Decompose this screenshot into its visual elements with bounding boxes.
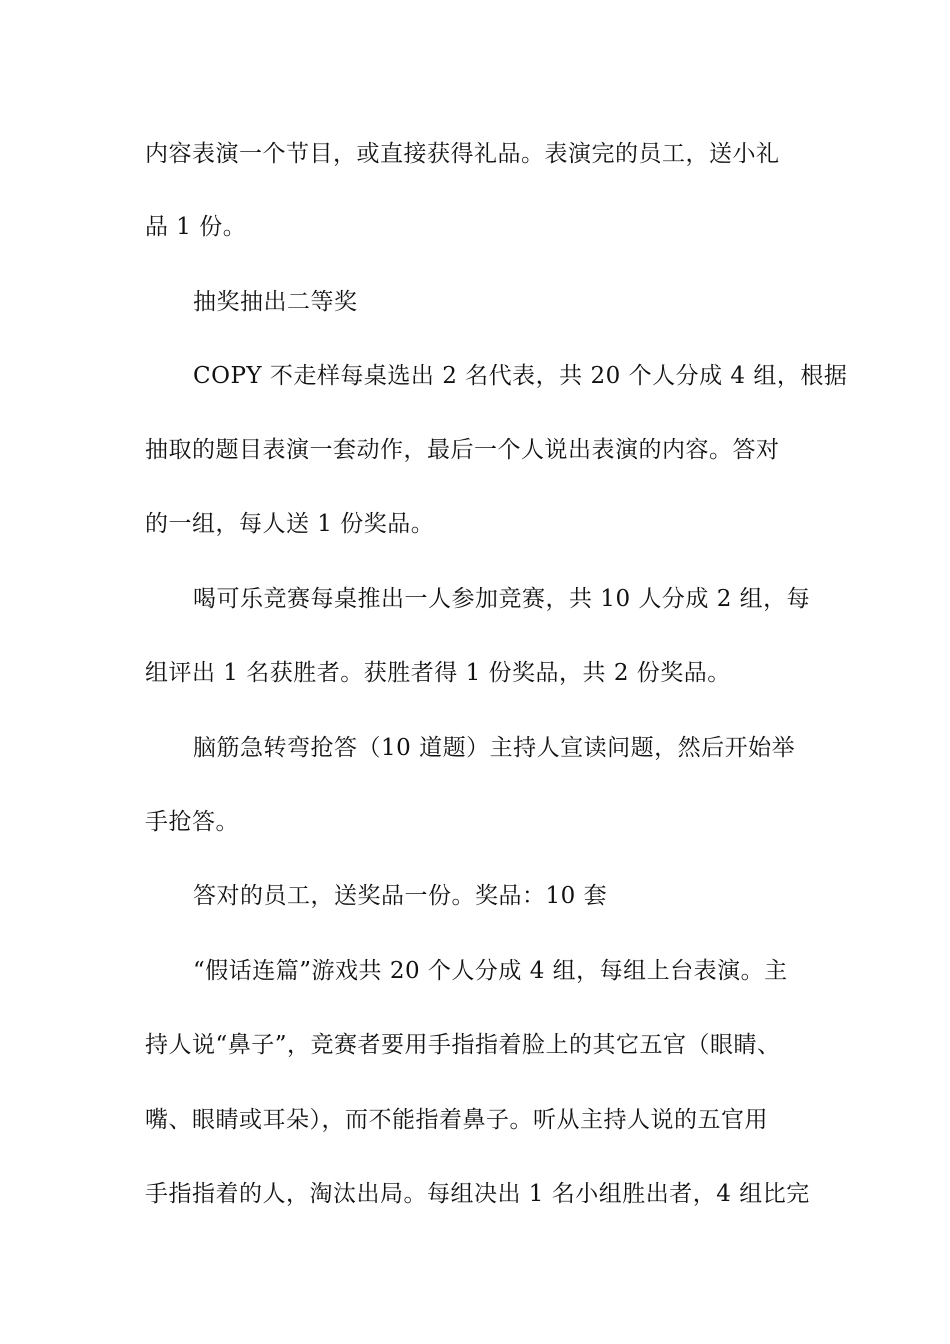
- paragraph-line: 内容表演一个节目，或直接获得礼品。表演完的员工，送小礼: [145, 141, 780, 167]
- paragraph-line: 手指指着的人，淘汰出局。每组决出 1 名小组胜出者，4 组比完: [145, 1181, 810, 1207]
- paragraph-line: 嘴、眼睛或耳朵），而不能指着鼻子。听从主持人说的五官用: [145, 1107, 768, 1133]
- paragraph-line: 品 1 份。: [145, 214, 247, 240]
- section-heading: 抽奖抽出二等奖: [193, 289, 358, 315]
- paragraph-line: “假话连篇”游戏共 20 个人分成 4 组，每组上台表演。主: [193, 958, 788, 984]
- paragraph-line: 的一组，每人送 1 份奖品。: [145, 511, 435, 537]
- paragraph-line: COPY 不走样每桌选出 2 名代表，共 20 个人分成 4 组，根据: [193, 363, 848, 389]
- paragraph-line: 抽取的题目表演一套动作，最后一个人说出表演的内容。答对: [145, 437, 780, 463]
- paragraph-line: 手抢答。: [145, 809, 239, 835]
- paragraph-line: 组评出 1 名获胜者。获胜者得 1 份奖品，共 2 份奖品。: [145, 660, 731, 686]
- paragraph-line: 脑筋急转弯抢答（10 道题）主持人宣读问题，然后开始举: [193, 735, 796, 761]
- paragraph-line: 喝可乐竞赛每桌推出一人参加竞赛，共 10 人分成 2 组，每: [193, 586, 811, 612]
- paragraph-line: 持人说“鼻子”，竞赛者要用手指指着脸上的其它五官（眼睛、: [145, 1032, 781, 1058]
- paragraph-line: 答对的员工，送奖品一份。奖品：10 套: [193, 883, 608, 909]
